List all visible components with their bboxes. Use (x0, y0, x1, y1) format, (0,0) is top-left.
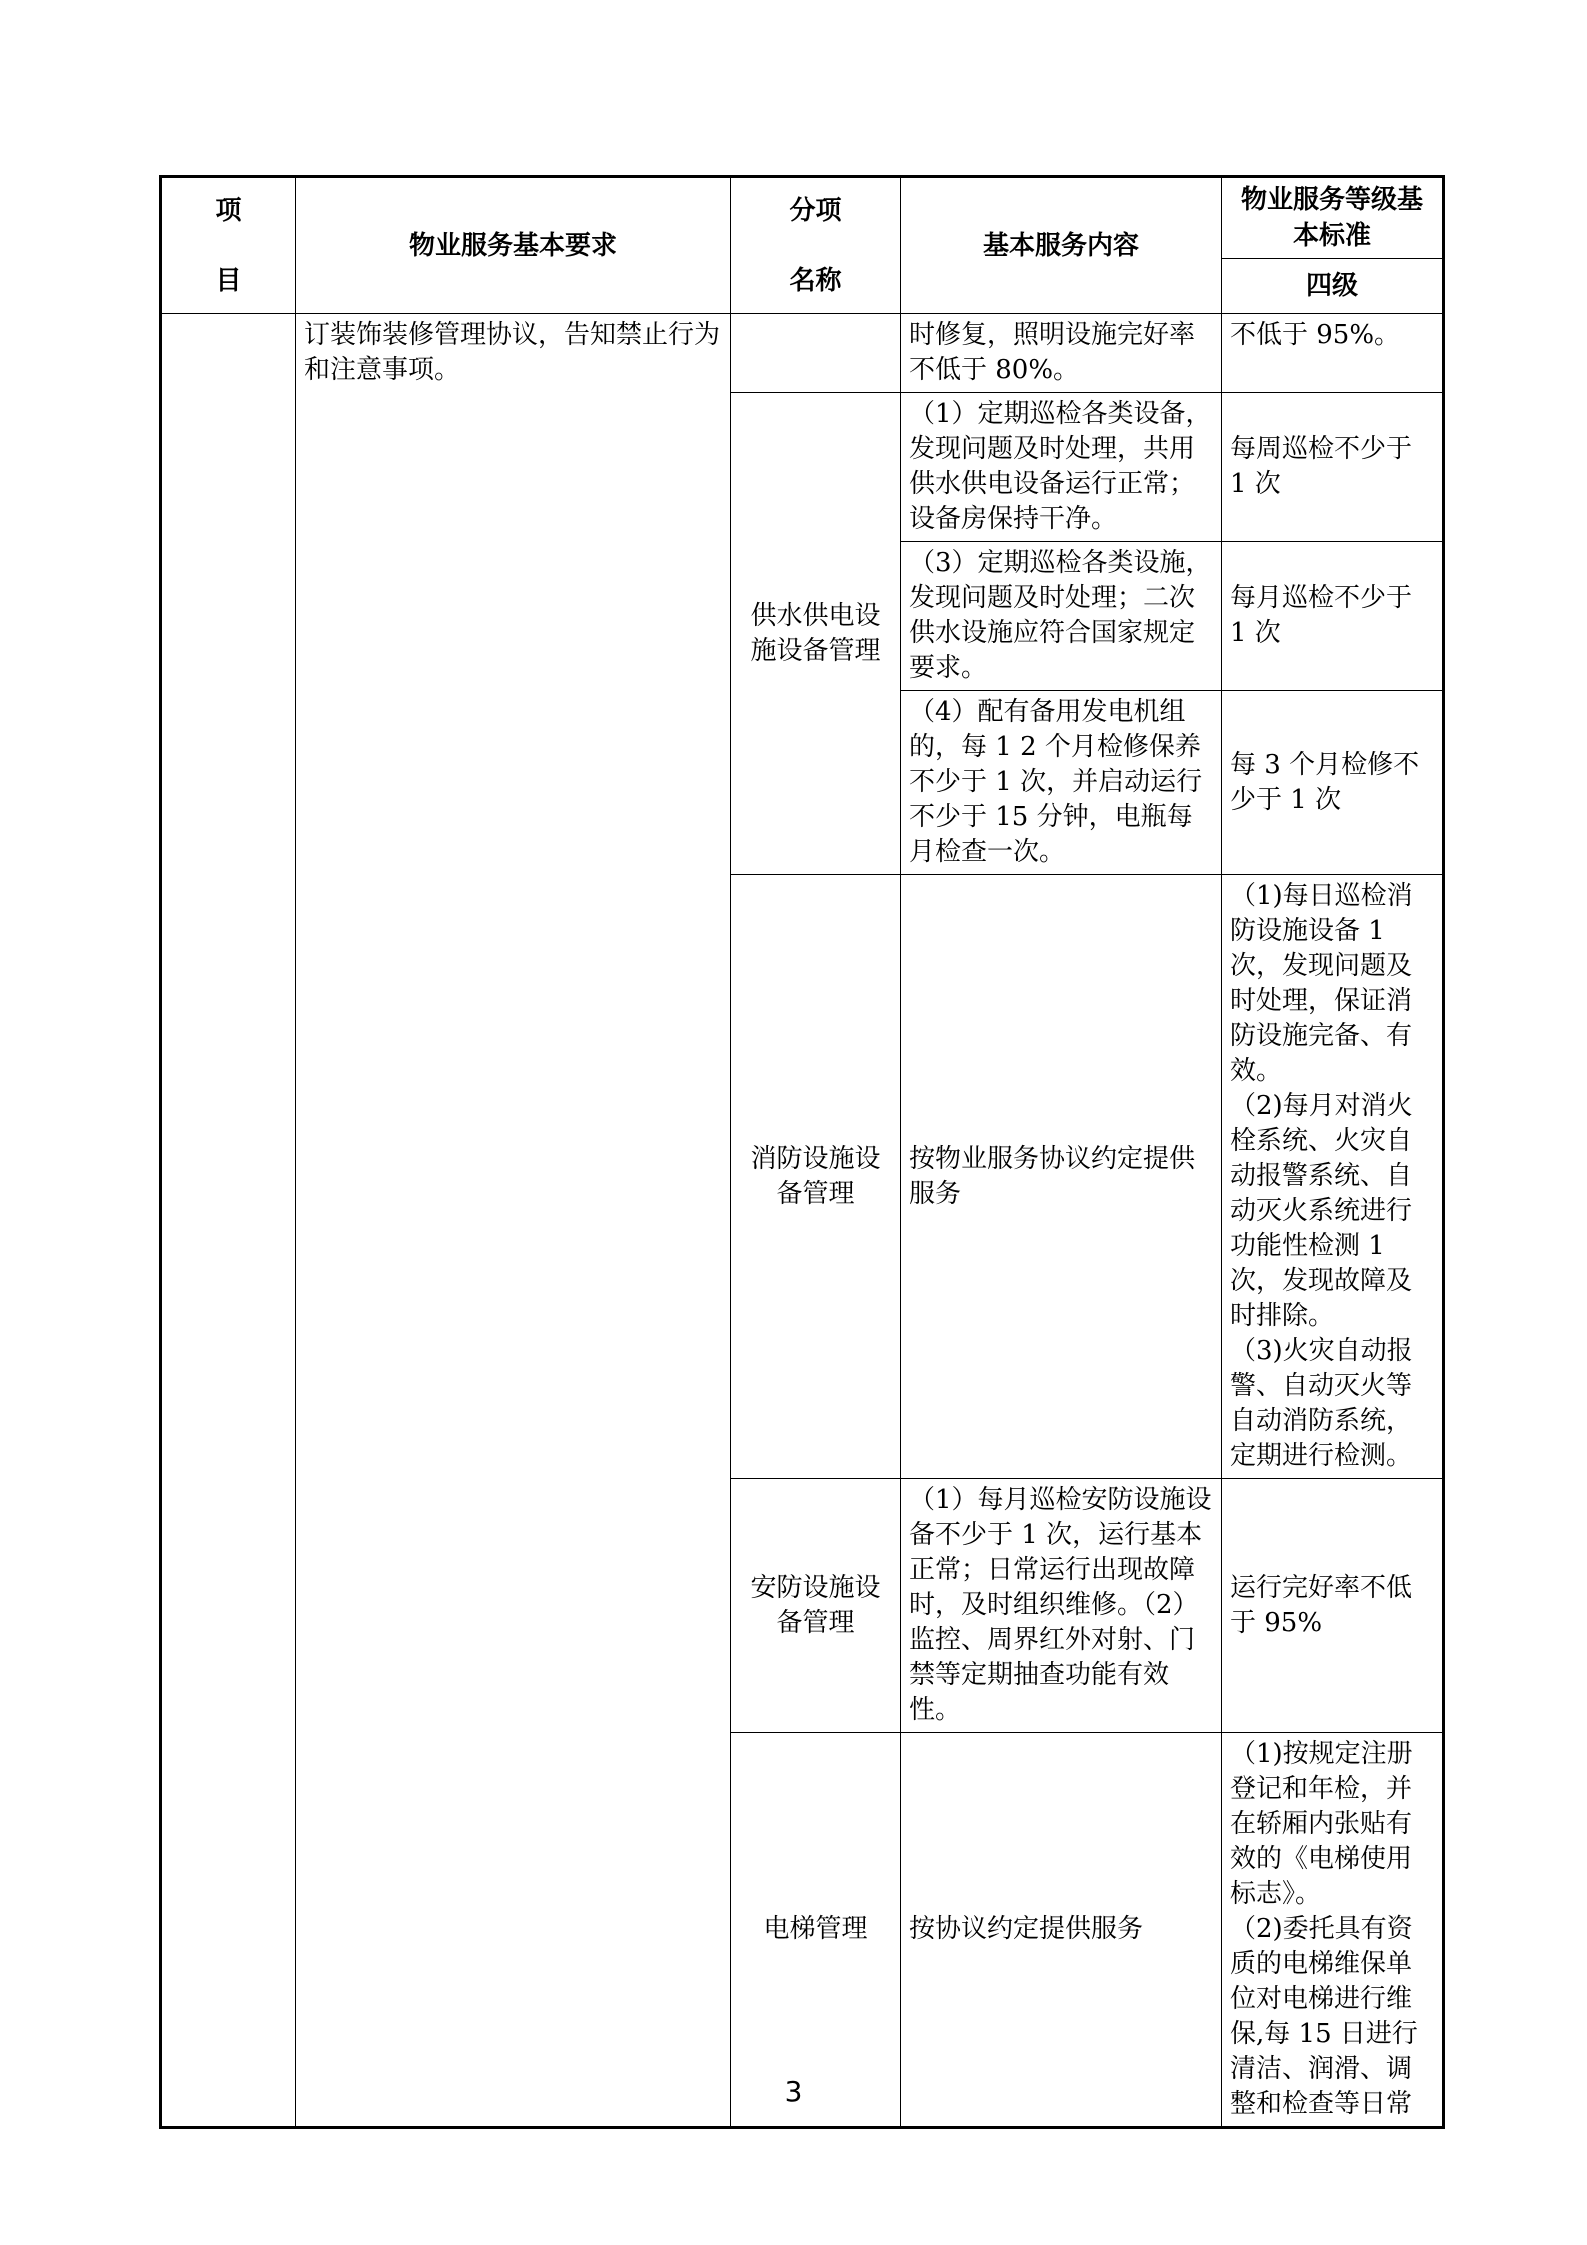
standard-cell (1222, 875, 1444, 1479)
item-cell (161, 314, 296, 2128)
header-basic-content: 基本服务内容 (901, 177, 1222, 314)
content-cell: 按物业服务协议约定提供服务 (901, 875, 1222, 1479)
content-cell: （1）定期巡检各类设备，发现问题及时处理，共用供水供电设备运行正常；设备房保持干净。 (901, 393, 1222, 542)
standard-paragraph: （1)按规定注册登记和年检，并在轿厢内张贴有效的《电梯使用标志》。 (1230, 1739, 1413, 1909)
content-cell: （3）定期巡检各类设施，发现问题及时处理；二次供水设施应符合国家规定要求。 (901, 542, 1222, 691)
header-basic-requirements: 物业服务基本要求 (296, 177, 731, 314)
standard-paragraph: （2)委托具有资质的电梯维保单位对电梯进行维保,每 15 日进行清洁、润滑、调整和检查等日常 (1230, 1914, 1418, 2119)
page-number: 3 (784, 2075, 803, 2108)
content-cell: （4）配有备用发电机组的，每 1 2 个月检修保养不少于 1 次，并启动运行不少于 15 分钟，电瓶每月检查一次。 (901, 691, 1222, 875)
standard-cell: 不低于 95%。 (1222, 314, 1444, 393)
content-cell: （1）每月巡检安防设施设备不少于 1 次，运行基本正常；日常运行出现故障时，及时组织维修。（2）监控、周界红外对射、门禁等定期抽查功能有效性。 (901, 1479, 1222, 1733)
content-cell: 按协议约定提供服务 (901, 1733, 1222, 2128)
header-sub-item (731, 177, 901, 314)
header-item-line2: 目 (215, 265, 242, 296)
standard-cell: 每月巡检不少于 1 次 (1222, 542, 1444, 691)
standard-paragraph: （2)每月对消火栓系统、火灾自动报警系统、自动灭火系统进行功能性检测 1 次，发现故障及时排除。 (1230, 1091, 1413, 1331)
service-standard-table (159, 175, 1445, 2129)
sub-item-elevator: 电梯管理 (731, 1733, 901, 2128)
standard-cell: 运行完好率不低于 95% (1222, 1479, 1444, 1733)
standard-cell (1222, 1733, 1444, 2128)
table-row (161, 314, 1444, 393)
header-row (161, 177, 1444, 259)
header-sub-item-line2: 名称 (789, 265, 842, 296)
standard-paragraph: （1)每日巡检消防设施设备 1 次，发现问题及时处理，保证消防设施完备、有效。 (1230, 881, 1413, 1086)
standard-cell: 每 3 个月检修不少于 1 次 (1222, 691, 1444, 875)
header-grade-level: 四级 (1222, 259, 1444, 314)
header-sub-item-line1: 分项 (789, 195, 842, 226)
header-item (161, 177, 296, 314)
sub-item-fire: 消防设施设备管理 (731, 875, 901, 1479)
header-grade-standard: 物业服务等级基本标准 (1222, 177, 1444, 259)
sub-item-water-power: 供水供电设施设备管理 (731, 393, 901, 875)
sub-item-security: 安防设施设备管理 (731, 1479, 901, 1733)
requirements-cell: 订装饰装修管理协议，告知禁止行为和注意事项。 (296, 314, 731, 2128)
standard-cell: 每周巡检不少于 1 次 (1222, 393, 1444, 542)
header-item-line1: 项 (215, 195, 242, 226)
content-cell: 时修复，照明设施完好率不低于 80%。 (901, 314, 1222, 393)
standard-paragraph: （3)火灾自动报警、自动灭火等自动消防系统，定期进行检测。 (1230, 1336, 1413, 1471)
sub-item-cell (731, 314, 901, 393)
